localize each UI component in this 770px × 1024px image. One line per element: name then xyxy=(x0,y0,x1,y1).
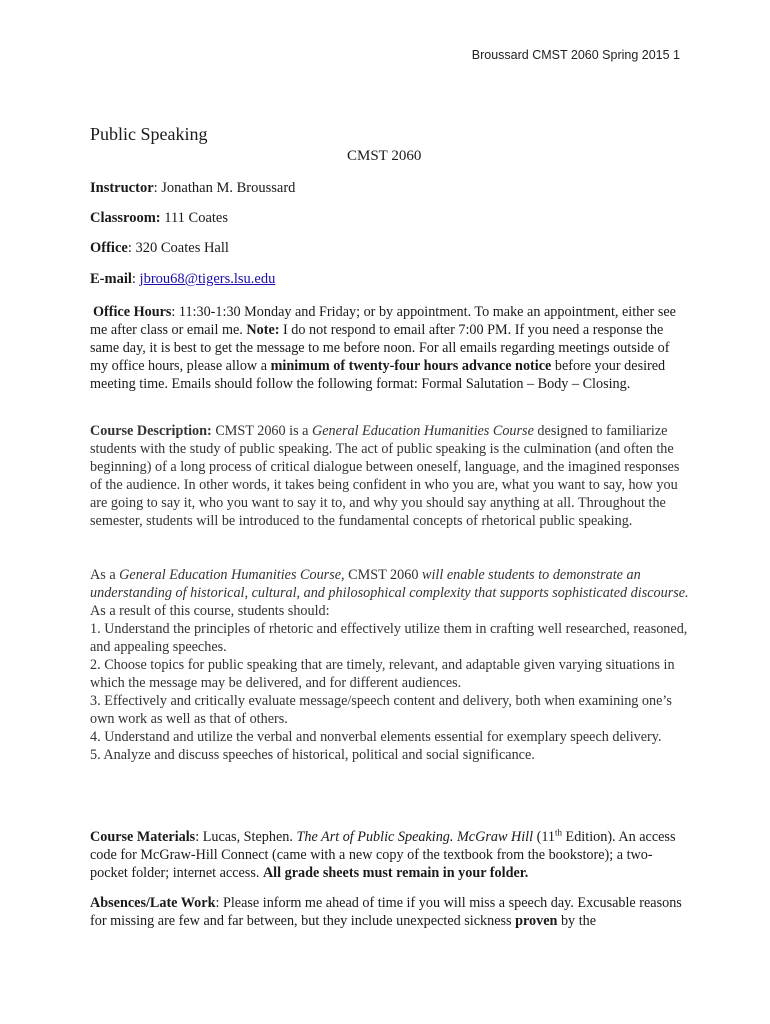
textbook-title: The Art of Public Speaking. McGraw Hill xyxy=(296,829,534,845)
edition-text: (11 xyxy=(533,829,555,845)
email-separator: : xyxy=(131,271,140,287)
office-hours-text: : 11:30-1:30 Monday and Friday; or by appointment. To make an appointment, either see me after class or email me. xyxy=(90,304,676,338)
absences-text-end: by the xyxy=(557,913,597,929)
absences-text: : Please inform me ahead of time if you will miss a speech day. Excusable reasons for missing are few and far between, but they include unexpected sickness xyxy=(90,895,682,929)
outcomes-gen-ed-emphasis: General Education Humanities Course xyxy=(119,567,342,583)
course-description-paragraph xyxy=(90,422,690,530)
outcomes-goal-emphasis: will enable students to demonstrate an understanding of historical, cultural, and philosophical complexity that supports sophisticated discourse. xyxy=(90,567,689,601)
classroom-line xyxy=(90,210,228,227)
course-materials-paragraph xyxy=(90,828,690,882)
email-link[interactable]: jbrou68@tigers.lsu.edu xyxy=(139,271,276,287)
classroom-value: 111 Coates xyxy=(160,210,229,226)
outcomes-course-code: , CMST 2060 xyxy=(341,567,422,583)
absences-label: Absences/Late Work xyxy=(90,895,216,911)
office-value: : 320 Coates Hall xyxy=(127,240,229,256)
outcome-item: 4. Understand and utilize the verbal and nonverbal elements essential for exemplary speech delivery. xyxy=(90,729,662,745)
email-line xyxy=(90,271,275,288)
email-format-text: before your desired meeting time. Emails should follow the following format: Formal Salutation – Body – Closing. xyxy=(90,358,666,392)
instructor-label: Instructor xyxy=(90,180,154,196)
office-label: Office xyxy=(90,240,128,256)
outcomes-lead: As a result of this course, students should: xyxy=(90,603,330,619)
outcome-item: 1. Understand the principles of rhetoric and effectively utilize them in crafting well researched, reasoned, and appealing speeches. xyxy=(90,621,688,655)
learning-outcomes-section xyxy=(90,566,690,764)
document-title: Public Speaking xyxy=(90,124,208,144)
instructor-value: : Jonathan M. Broussard xyxy=(153,180,296,196)
course-description-text: CMST 2060 is a xyxy=(211,423,313,439)
gen-ed-course-emphasis: General Education Humanities Course xyxy=(312,423,534,439)
grade-sheets-emphasis: All grade sheets must remain in your folder. xyxy=(262,865,529,881)
outcome-item: 3. Effectively and critically evaluate message/speech content and delivery, both when examining one’s own work as well as that of others. xyxy=(90,693,672,727)
edition-superscript: th xyxy=(554,827,562,838)
course-materials-label: Course Materials xyxy=(90,829,196,845)
advance-notice-emphasis: minimum of twenty-four hours advance notice xyxy=(270,358,552,374)
office-hours-note-text: I do not respond to email after 7:00 PM. If you need a response the same day, it is best to get the message to me before noon. For all emails regarding meetings outside of my office hours, please allow a xyxy=(90,322,670,374)
outcomes-intro-text: As a xyxy=(90,567,120,583)
course-materials-text: : Lucas, Stephen. xyxy=(195,829,297,845)
email-label: E-mail xyxy=(90,271,132,287)
classroom-label: Classroom: xyxy=(90,210,161,226)
outcome-item: 2. Choose topics for public speaking that are timely, relevant, and adaptable given varying situations in which the message may be delivered, and for different audiences. xyxy=(90,657,675,691)
materials-list-text: Edition). An access code for McGraw-Hill Connect (came with a new copy of the textbook from the bookstore); a two-pocket folder; internet access. xyxy=(90,829,676,881)
outcome-item: 5. Analyze and discuss speeches of historical, political and social significance. xyxy=(90,747,535,763)
outcomes-intro xyxy=(90,566,690,602)
instructor-line xyxy=(90,180,295,197)
absences-paragraph xyxy=(90,894,690,930)
page-header: Broussard CMST 2060 Spring 2015 1 xyxy=(471,48,680,62)
course-description-body: designed to familiarize students with the study of public speaking. The act of public speaking is the culmination (and often the beginning) of a long process of critical dialogue between oneself, language, and the imagined responses of the audience. In other words, it takes being confident in who you are, what you want to say, how you are going to say it, who you want to say it to, and why you should say anything at all. Throughout the semester, students will be introduced to the fundamental concepts of rhetorical public speaking. xyxy=(90,423,680,529)
office-line xyxy=(90,240,229,257)
office-hours-paragraph xyxy=(90,303,690,393)
office-hours-label: Office Hours xyxy=(93,304,172,320)
proven-emphasis: proven xyxy=(515,913,558,929)
course-code: CMST 2060 xyxy=(347,148,422,164)
note-label: Note: xyxy=(246,322,280,338)
course-description-label: Course Description: xyxy=(90,423,212,439)
